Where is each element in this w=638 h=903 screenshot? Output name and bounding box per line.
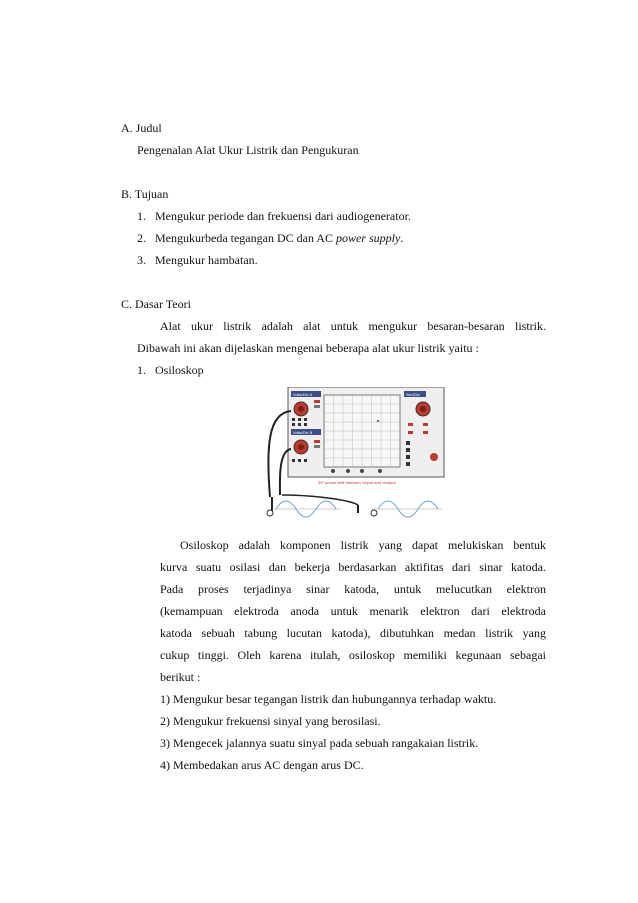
right-button-3 bbox=[408, 431, 413, 434]
panel-a-label: Volts/Div A bbox=[293, 392, 313, 397]
paragraph-line-6: cukup tinggi. Oleh karena itulah, osiloskop memiliki kegunaan sebagai bbox=[160, 648, 546, 662]
input-source-icon bbox=[267, 510, 273, 516]
heading-judul: A. Judul bbox=[121, 121, 162, 135]
switch-a-3 bbox=[304, 418, 307, 421]
right-button-2 bbox=[423, 423, 428, 426]
bottom-knob-1-icon bbox=[331, 469, 335, 473]
switch-a-4 bbox=[292, 423, 295, 426]
panel-b-label: Volts/Div B bbox=[293, 430, 313, 435]
knob-a-center-icon bbox=[298, 406, 304, 412]
osiloskop-label: Osiloskop bbox=[155, 363, 204, 377]
bottom-knob-3-icon bbox=[360, 469, 364, 473]
tujuan-item-2-text: Mengukurbeda tegangan DC dan AC bbox=[155, 231, 336, 245]
paragraph-line-1: Osiloskop adalah komponen listrik yang dapat melukiskan bentuk bbox=[180, 538, 546, 552]
tujuan-item-2-italic: power supply bbox=[335, 231, 401, 245]
tujuan-item-2-tail: . bbox=[400, 231, 404, 245]
use-item-3: 3) Mengecek jalannya suatu sinyal pada sebuah rangakaian listrik. bbox=[160, 736, 479, 750]
tujuan-item-2-num: 2. bbox=[137, 231, 146, 245]
heading-tujuan: B. Tujuan bbox=[121, 187, 169, 201]
switch-b-1 bbox=[292, 459, 295, 462]
paragraph-line-4: (kemampuan elektroda anoda untuk menarik elektron dari elektroda bbox=[160, 604, 546, 618]
tujuan-item-3-text: Mengukur hambatan. bbox=[155, 253, 258, 267]
screen-dot bbox=[377, 420, 379, 422]
sec-div-knob-center-icon bbox=[420, 406, 426, 412]
button-a-1 bbox=[314, 400, 320, 403]
right-switch-1 bbox=[406, 441, 410, 445]
output-source-icon bbox=[371, 510, 377, 516]
paragraph-line-3: Pada proses terjadinya sinar katoda, untuk melucutkan elektron bbox=[160, 582, 546, 596]
switch-a-2 bbox=[298, 418, 301, 421]
tujuan-item-1-text: Mengukur periode dan frekuensi dari audiogenerator. bbox=[155, 209, 411, 223]
switch-b-3 bbox=[304, 459, 307, 462]
figure-caption: 90° phase shift between Vinput and Voutput bbox=[318, 480, 396, 485]
oscilloscope-figure bbox=[258, 387, 446, 521]
use-item-1: 1) Mengukur besar tegangan listrik dan hubungannya terhadap waktu. bbox=[160, 692, 497, 706]
use-item-2: 2) Mengukur frekuensi sinyal yang berosilasi. bbox=[160, 714, 381, 728]
tujuan-item-3 bbox=[137, 253, 258, 267]
knob-b-center-icon bbox=[298, 444, 304, 450]
use-item-4: 4) Membedakan arus AC dengan arus DC. bbox=[160, 758, 364, 772]
right-switch-2 bbox=[406, 448, 410, 452]
switch-a-5 bbox=[298, 423, 301, 426]
tujuan-item-1 bbox=[137, 209, 411, 223]
paragraph-line-2: kurva suatu osilasi dan bekerja berdasarkan aktifitas dari sinar katoda. bbox=[160, 560, 546, 574]
heading-dasar-teori: C. Dasar Teori bbox=[121, 297, 191, 311]
right-button-4 bbox=[423, 431, 428, 434]
intro-line-2: Dibawah ini akan dijelaskan mengenai beberapa alat ukur listrik yaitu : bbox=[137, 341, 479, 355]
right-switch-4 bbox=[406, 462, 410, 466]
switch-a-6 bbox=[304, 423, 307, 426]
osiloskop-num: 1. bbox=[137, 363, 146, 377]
paragraph-line-7: berikut : bbox=[160, 670, 201, 684]
paragraph-line-5: katoda sebuah tabung lucutan katoda), dibutuhkan medan listrik yang bbox=[160, 626, 546, 640]
judul-text: Pengenalan Alat Ukur Listrik dan Pengukuran bbox=[137, 143, 359, 157]
osiloskop-item bbox=[137, 363, 204, 377]
sec-div-label: Sec/Div bbox=[406, 392, 420, 397]
button-b-2 bbox=[314, 445, 320, 448]
tujuan-item-3-num: 3. bbox=[137, 253, 146, 267]
switch-a-1 bbox=[292, 418, 295, 421]
button-b-1 bbox=[314, 440, 320, 443]
tujuan-item-2 bbox=[137, 231, 403, 245]
right-button-1 bbox=[408, 423, 413, 426]
right-knob-icon bbox=[430, 453, 438, 461]
switch-b-2 bbox=[298, 459, 301, 462]
tujuan-item-1-num: 1. bbox=[137, 209, 146, 223]
button-a-2 bbox=[314, 405, 320, 408]
right-switch-3 bbox=[406, 455, 410, 459]
bottom-knob-2-icon bbox=[346, 469, 350, 473]
bottom-knob-4-icon bbox=[378, 469, 382, 473]
intro-line-1: Alat ukur listrik adalah alat untuk mengukur besaran-besaran listrik. bbox=[160, 319, 546, 333]
